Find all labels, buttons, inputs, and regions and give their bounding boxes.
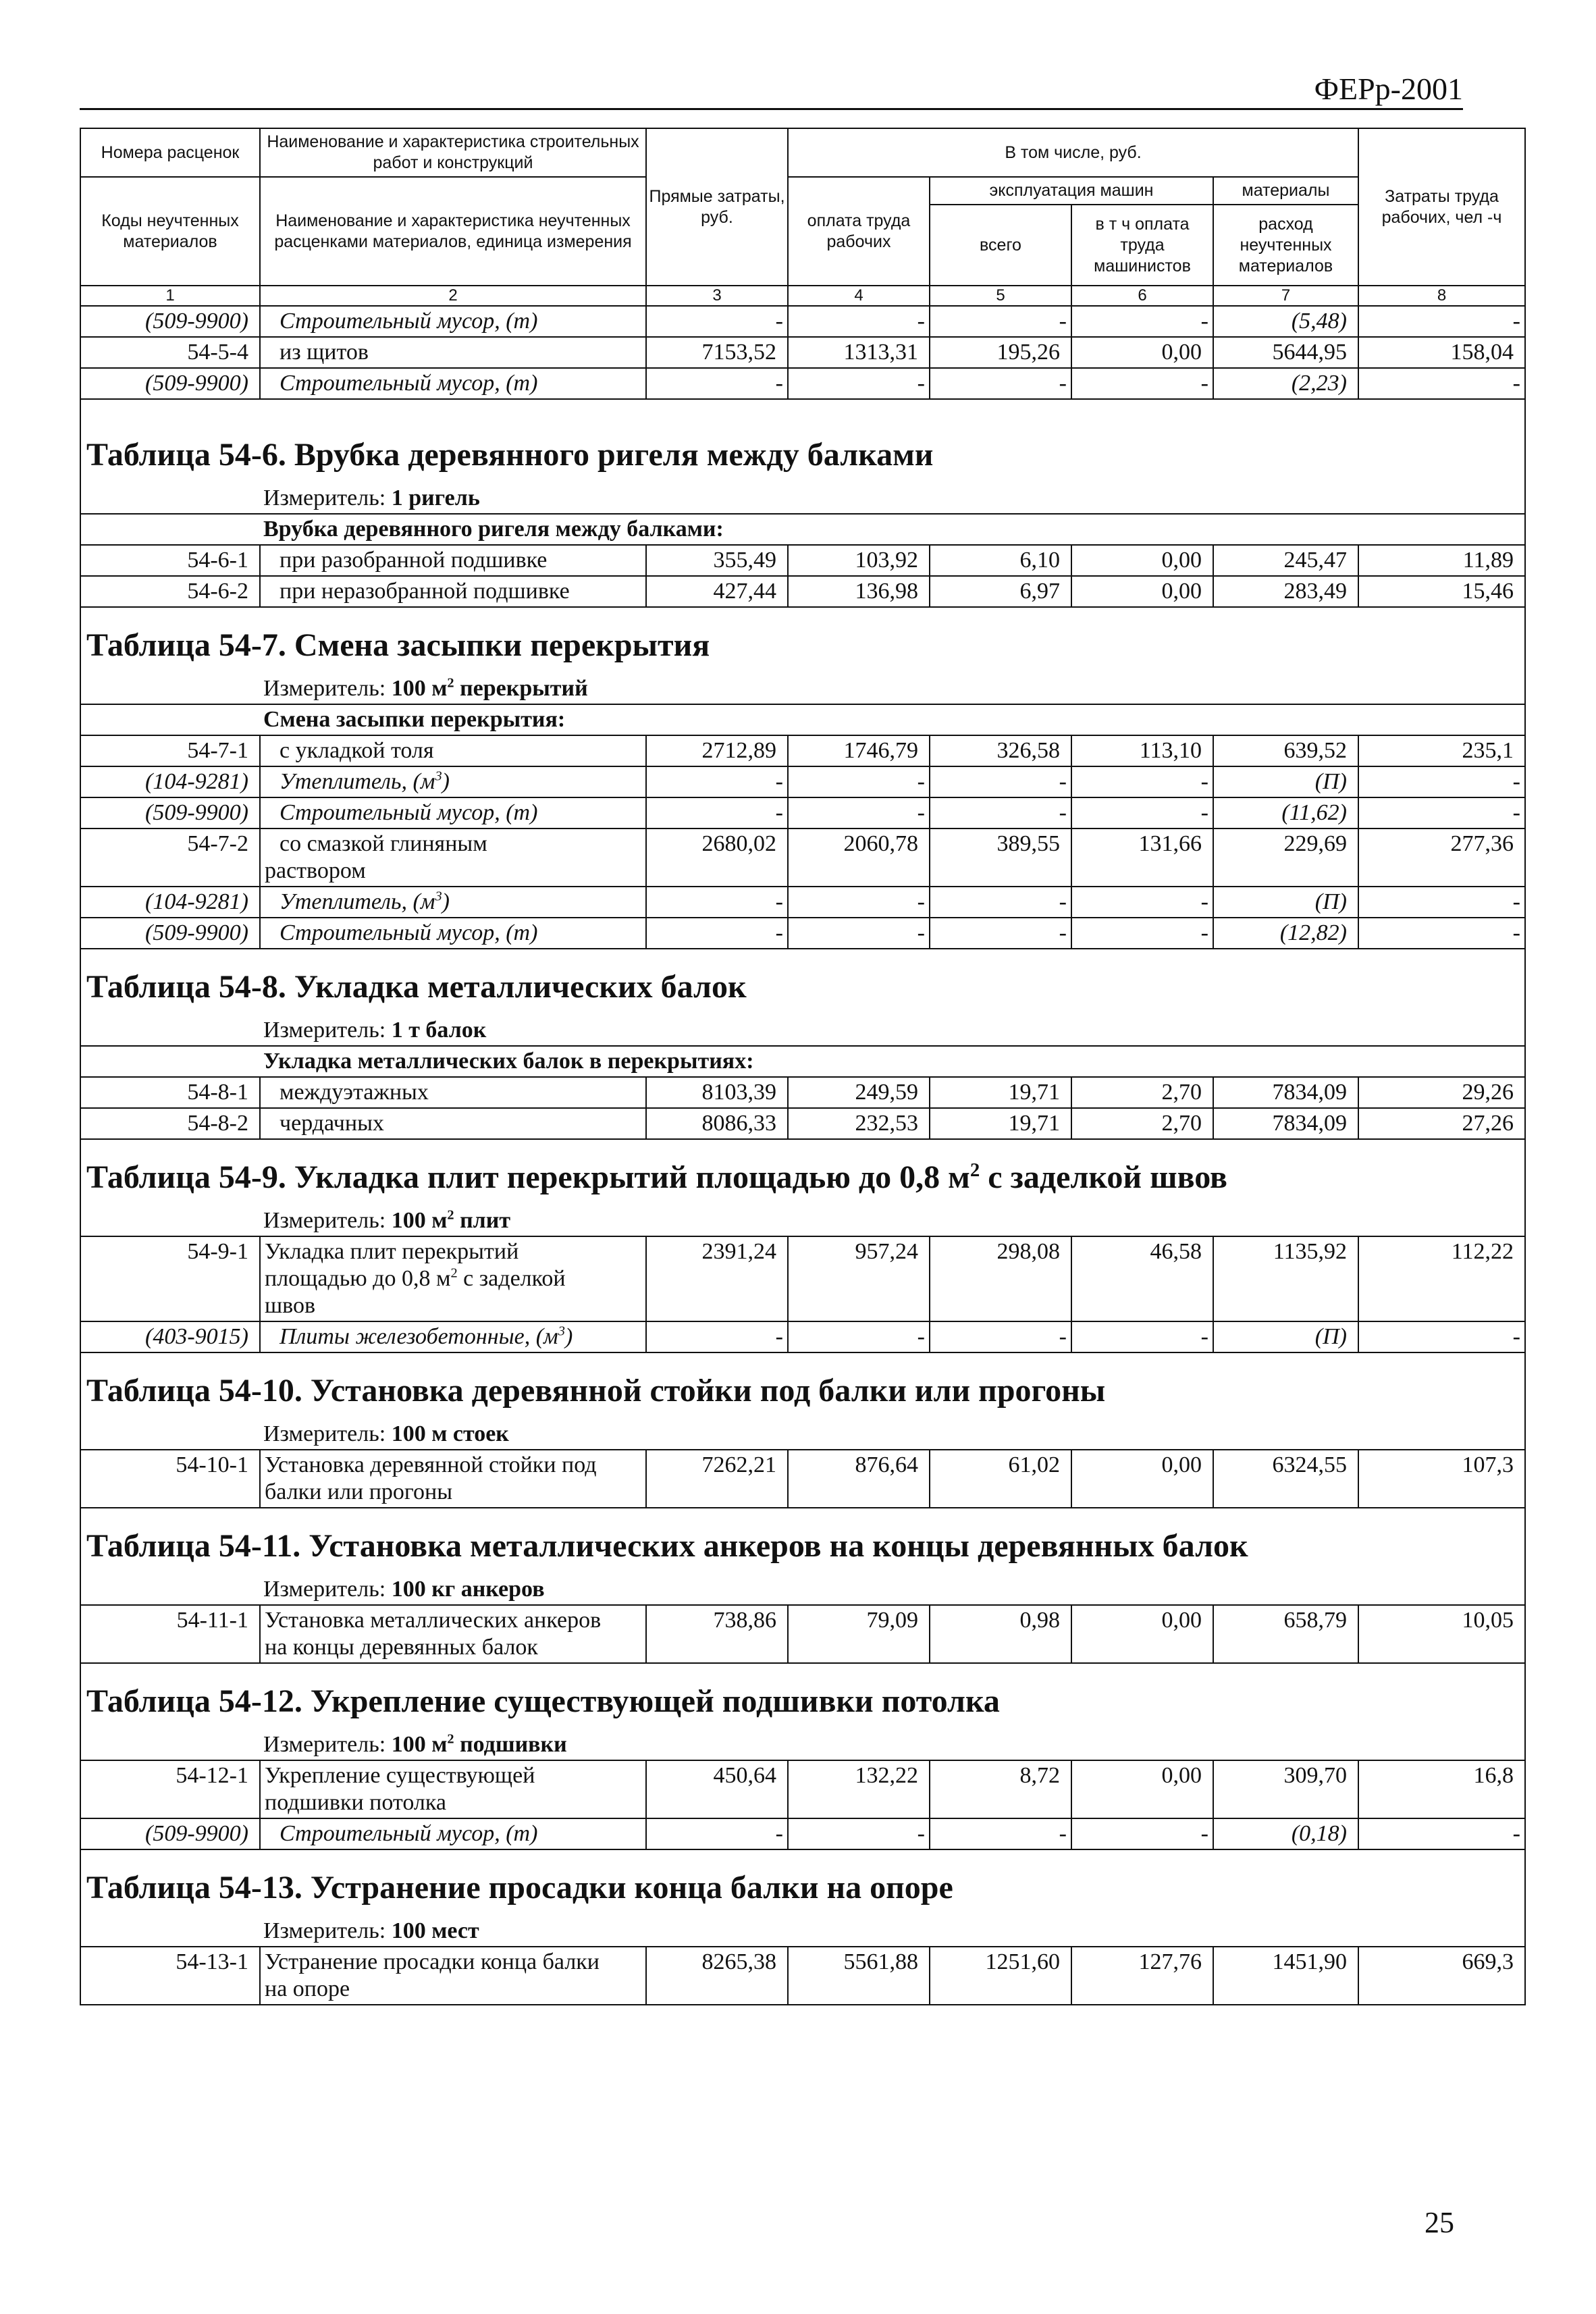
cell-pay: 957,24: [788, 1236, 930, 1321]
header-numbers-row: [80, 286, 1525, 306]
hdr-machines: эксплуатация машин: [930, 177, 1213, 205]
page-number: 25: [1425, 2206, 1454, 2239]
row-name: [260, 1236, 646, 1321]
cell-operators: 0,00: [1071, 1450, 1213, 1508]
name-line-3: швов: [265, 1293, 316, 1318]
measure-value: 100 кг анкеров: [391, 1577, 545, 1602]
cell-direct: -: [646, 306, 788, 337]
col-num-1: 1: [80, 286, 260, 306]
cell-operators: 46,58: [1071, 1236, 1213, 1321]
cell-operators: 2,70: [1071, 1108, 1213, 1139]
cell-machines: -: [930, 368, 1071, 399]
cell-materials: (П): [1213, 766, 1358, 797]
cell-direct: -: [646, 918, 788, 949]
row-code: 54-5-4: [80, 337, 260, 368]
cell-direct: 2391,24: [646, 1236, 788, 1321]
cell-pay: 249,59: [788, 1077, 930, 1108]
cell-machines: -: [930, 766, 1071, 797]
cell-direct: 7153,52: [646, 337, 788, 368]
table-54-9-title: [80, 1139, 1525, 1203]
cell-machines: 195,26: [930, 337, 1071, 368]
table-54-11-title: Таблица 54-11. Установка металлических анкеров на концы деревянных балок: [80, 1508, 1525, 1572]
row-code: (509-9900): [80, 1818, 260, 1849]
cell-operators: 0,00: [1071, 1760, 1213, 1818]
header-rule: [80, 108, 1463, 110]
cell-machines: 0,98: [930, 1605, 1071, 1663]
col-num-8: 8: [1358, 286, 1525, 306]
measure-unit: 100 м: [391, 1732, 448, 1757]
measure-row: [80, 671, 1525, 704]
cell-machines: 298,08: [930, 1236, 1071, 1321]
cell-pay: 103,92: [788, 545, 930, 576]
measure-label: Измеритель:: [263, 1918, 386, 1943]
hdr-operator-pay: в т ч оплата труда машинистов: [1071, 205, 1213, 286]
measure-row: [80, 1727, 1525, 1760]
material-row: [80, 1818, 1525, 1849]
name-line-1: Укрепление существующей: [265, 1763, 535, 1788]
measure-value: 100 м стоек: [391, 1421, 509, 1446]
table-row: [80, 1450, 1525, 1508]
material-row: [80, 887, 1525, 918]
hdr-work-name: Наименование и характеристика строительных работ и конструкций: [260, 128, 646, 177]
measure-label: Измеритель:: [263, 1208, 386, 1233]
cell-direct: 450,64: [646, 1760, 788, 1818]
cell-machines: -: [930, 887, 1071, 918]
row-code: (509-9900): [80, 368, 260, 399]
row-code: (509-9900): [80, 797, 260, 829]
row-code: 54-6-1: [80, 545, 260, 576]
row-name: Строительный мусор, (т): [260, 368, 646, 399]
title-sup: 2: [969, 1159, 980, 1181]
row-name: Строительный мусор, (т): [260, 306, 646, 337]
cell-labor: 107,3: [1358, 1450, 1525, 1508]
table-row: [80, 1077, 1525, 1108]
hdr-machines-total: всего: [930, 205, 1071, 286]
cell-pay: -: [788, 1321, 930, 1352]
table-54-9-measure: [80, 1203, 1525, 1236]
row-code: (509-9900): [80, 306, 260, 337]
col-num-3: 3: [646, 286, 788, 306]
measure-row: [80, 1914, 1525, 1947]
measure-row: [80, 481, 1525, 514]
name-line-2: раствором: [265, 858, 366, 883]
table-54-7-title: Таблица 54-7. Смена засыпки перекрытия: [80, 607, 1525, 671]
table-54-8-measure: [80, 1013, 1525, 1046]
cell-materials: (П): [1213, 887, 1358, 918]
row-name: Строительный мусор, (т): [260, 918, 646, 949]
row-code: (104-9281): [80, 887, 260, 918]
row-name: [260, 766, 646, 797]
measure-label: Измеритель:: [263, 676, 386, 701]
cell-operators: 131,66: [1071, 829, 1213, 887]
measure-label: Измеритель:: [263, 1421, 386, 1446]
row-code: 54-8-2: [80, 1108, 260, 1139]
unit-sup: 3: [435, 768, 442, 784]
cell-materials: (П): [1213, 1321, 1358, 1352]
cell-operators: -: [1071, 1321, 1213, 1352]
cell-labor: 29,26: [1358, 1077, 1525, 1108]
cell-pay: 876,64: [788, 1450, 930, 1508]
section-title-row: [80, 1139, 1525, 1203]
cell-labor: -: [1358, 797, 1525, 829]
table-row: [80, 306, 1525, 337]
cell-operators: -: [1071, 368, 1213, 399]
measure-row: [80, 1417, 1525, 1450]
cell-pay: -: [788, 766, 930, 797]
cell-pay: -: [788, 306, 930, 337]
row-code: 54-9-1: [80, 1236, 260, 1321]
measure-row: [80, 1203, 1525, 1236]
measure-value: [392, 1208, 510, 1233]
cell-labor: 669,3: [1358, 1947, 1525, 2005]
table-54-7-measure: [80, 671, 1525, 704]
cell-pay: -: [788, 887, 930, 918]
row-name: [260, 1947, 646, 2005]
table-row: [80, 368, 1525, 399]
cell-materials: (0,18): [1213, 1818, 1358, 1849]
cell-labor: -: [1358, 887, 1525, 918]
cell-machines: -: [930, 918, 1071, 949]
row-code: 54-7-2: [80, 829, 260, 887]
row-code: 54-10-1: [80, 1450, 260, 1508]
cell-labor: 277,36: [1358, 829, 1525, 887]
cell-operators: 0,00: [1071, 1605, 1213, 1663]
section-title-row: [80, 949, 1525, 1013]
cell-pay: 136,98: [788, 576, 930, 607]
table-54-10-measure: [80, 1417, 1525, 1450]
cell-pay: 1313,31: [788, 337, 930, 368]
name-line-2: на опоре: [265, 1976, 350, 2001]
measure-value: 100 мест: [391, 1918, 479, 1943]
group-row: [80, 514, 1525, 545]
header-row-1: [80, 128, 1525, 177]
cell-pay: -: [788, 797, 930, 829]
row-code: (104-9281): [80, 766, 260, 797]
measure-value: 1 т балок: [391, 1018, 487, 1043]
cell-operators: 127,76: [1071, 1947, 1213, 2005]
cell-materials: 1451,90: [1213, 1947, 1358, 2005]
cell-machines: 19,71: [930, 1108, 1071, 1139]
cell-pay: 132,22: [788, 1760, 930, 1818]
unit-sup: 3: [558, 1323, 565, 1339]
measure-tail: перекрытий: [454, 676, 588, 701]
cell-machines: 6,97: [930, 576, 1071, 607]
cell-labor: 27,26: [1358, 1108, 1525, 1139]
col-num-2: 2: [260, 286, 646, 306]
hdr-direct-costs: Прямые затраты, руб.: [646, 128, 788, 286]
cell-materials: 6324,55: [1213, 1450, 1358, 1508]
cell-pay: 79,09: [788, 1605, 930, 1663]
cell-labor: 10,05: [1358, 1605, 1525, 1663]
name-line-2: подшивки потолка: [265, 1790, 446, 1815]
table-row: [80, 829, 1525, 887]
row-name: из щитов: [260, 337, 646, 368]
cell-direct: 427,44: [646, 576, 788, 607]
cell-machines: -: [930, 1321, 1071, 1352]
row-name: с укладкой толя: [260, 735, 646, 766]
material-row: [80, 1321, 1525, 1352]
row-code: 54-11-1: [80, 1605, 260, 1663]
cell-materials: 7834,09: [1213, 1077, 1358, 1108]
cell-machines: -: [930, 1818, 1071, 1849]
cell-operators: 0,00: [1071, 337, 1213, 368]
table-54-11-measure: [80, 1572, 1525, 1605]
row-name: при разобранной подшивке: [260, 545, 646, 576]
unit-tail: ): [564, 1324, 573, 1349]
table-row: [80, 735, 1525, 766]
hdr-including: В том числе, руб.: [788, 128, 1358, 177]
cell-pay: -: [788, 368, 930, 399]
measure-value: [392, 1732, 567, 1757]
table-row: [80, 1947, 1525, 2005]
cell-labor: -: [1358, 1818, 1525, 1849]
row-code: 54-12-1: [80, 1760, 260, 1818]
table-54-10-title: Таблица 54-10. Установка деревянной стойки под балки или прогоны: [80, 1352, 1525, 1417]
cell-materials: 639,52: [1213, 735, 1358, 766]
measure-label: Измеритель:: [263, 485, 386, 510]
name-line-2-tail: с заделкой: [457, 1266, 566, 1291]
row-code: 54-8-1: [80, 1077, 260, 1108]
table-54-6-title: Таблица 54-6. Врубка деревянного ригеля между балками: [80, 399, 1525, 481]
table-row: [80, 1760, 1525, 1818]
cell-direct: 8265,38: [646, 1947, 788, 2005]
cell-labor: -: [1358, 306, 1525, 337]
col-num-5: 5: [930, 286, 1071, 306]
cell-direct: 355,49: [646, 545, 788, 576]
cell-operators: -: [1071, 306, 1213, 337]
table-54-12-measure: [80, 1727, 1525, 1760]
measure-row: [80, 1013, 1525, 1046]
cell-materials: 245,47: [1213, 545, 1358, 576]
hdr-labor-costs: Затраты труда рабочих, чел -ч: [1358, 128, 1525, 286]
measure-label: Измеритель:: [263, 1018, 386, 1043]
cell-labor: -: [1358, 918, 1525, 949]
cell-pay: 1746,79: [788, 735, 930, 766]
table-row: [80, 545, 1525, 576]
hdr-materials: материалы: [1213, 177, 1358, 205]
cell-labor: 11,89: [1358, 545, 1525, 576]
section-title-row: [80, 607, 1525, 671]
group-row: [80, 1046, 1525, 1077]
name-line-1: Установка деревянной стойки под: [265, 1452, 597, 1477]
row-code: (403-9015): [80, 1321, 260, 1352]
cell-machines: 19,71: [930, 1077, 1071, 1108]
cell-operators: -: [1071, 797, 1213, 829]
cell-operators: -: [1071, 1818, 1213, 1849]
cell-direct: -: [646, 887, 788, 918]
cell-materials: 309,70: [1213, 1760, 1358, 1818]
measure-unit: 100 м: [391, 676, 448, 701]
cell-operators: 0,00: [1071, 545, 1213, 576]
cell-labor: 112,22: [1358, 1236, 1525, 1321]
table-54-8-title: Таблица 54-8. Укладка металлических балок: [80, 949, 1525, 1013]
cell-labor: 16,8: [1358, 1760, 1525, 1818]
cell-materials: 283,49: [1213, 576, 1358, 607]
cell-direct: -: [646, 368, 788, 399]
cell-materials: 229,69: [1213, 829, 1358, 887]
table-row: [80, 1108, 1525, 1139]
hdr-material-name: Наименование и характеристика неучтенных расценками материалов, единица измерения: [260, 177, 646, 286]
cell-direct: 2680,02: [646, 829, 788, 887]
section-title-row: [80, 1663, 1525, 1727]
cell-materials: 1135,92: [1213, 1236, 1358, 1321]
cell-operators: 113,10: [1071, 735, 1213, 766]
measure-row: [80, 1572, 1525, 1605]
table-row: [80, 1605, 1525, 1663]
cell-direct: 738,86: [646, 1605, 788, 1663]
table-54-13-measure: [80, 1914, 1525, 1947]
hdr-rate-numbers: Номера расценок: [80, 128, 260, 177]
row-name: [260, 1450, 646, 1508]
table-54-6-group: Врубка деревянного ригеля между балками:: [80, 514, 1525, 545]
rates-table: [80, 128, 1526, 2005]
hdr-material-codes: Коды неучтенных материалов: [80, 177, 260, 286]
cell-materials: (5,48): [1213, 306, 1358, 337]
table-row: [80, 337, 1525, 368]
row-name: [260, 887, 646, 918]
measure-label: Измеритель:: [263, 1577, 386, 1602]
cell-machines: 61,02: [930, 1450, 1071, 1508]
cell-direct: 8103,39: [646, 1077, 788, 1108]
row-code: 54-13-1: [80, 1947, 260, 2005]
measure-value: 1 ригель: [391, 485, 480, 510]
cell-pay: 2060,78: [788, 829, 930, 887]
measure-unit: 100 м: [391, 1208, 448, 1233]
table-54-6-measure: [80, 481, 1525, 514]
col-num-6: 6: [1071, 286, 1213, 306]
title-tail: с заделкой швов: [980, 1159, 1227, 1195]
title-text: Таблица 54-9. Укладка плит перекрытий площадью до 0,8 м: [86, 1159, 970, 1195]
cell-labor: -: [1358, 368, 1525, 399]
cell-direct: -: [646, 1321, 788, 1352]
hdr-worker-pay: оплата труда рабочих: [788, 177, 930, 286]
section-title-row: [80, 399, 1525, 481]
cell-materials: 7834,09: [1213, 1108, 1358, 1139]
row-code: 54-7-1: [80, 735, 260, 766]
cell-labor: -: [1358, 766, 1525, 797]
cell-machines: 326,58: [930, 735, 1071, 766]
cell-materials: (12,82): [1213, 918, 1358, 949]
measure-tail: плит: [454, 1208, 511, 1233]
row-name: чердачных: [260, 1108, 646, 1139]
unit-tail: ): [442, 889, 450, 914]
hdr-material-consumption: расход неучтенных материалов: [1213, 205, 1358, 286]
row-name: [260, 1321, 646, 1352]
measure-sup: 2: [447, 1207, 454, 1223]
section-title-row: [80, 1508, 1525, 1572]
row-code: 54-6-2: [80, 576, 260, 607]
cell-pay: -: [788, 1818, 930, 1849]
name-line-1: со смазкой глиняным: [280, 831, 487, 856]
material-row: [80, 766, 1525, 797]
cell-machines: 8,72: [930, 1760, 1071, 1818]
measure-value: [392, 676, 588, 701]
cell-pay: 232,53: [788, 1108, 930, 1139]
table-54-8-group: Укладка металлических балок в перекрытиях:: [80, 1046, 1525, 1077]
section-title-row: [80, 1849, 1525, 1914]
cell-operators: -: [1071, 918, 1213, 949]
cell-pay: 5561,88: [788, 1947, 930, 2005]
cell-materials: (11,62): [1213, 797, 1358, 829]
cell-direct: -: [646, 766, 788, 797]
table-row: [80, 1236, 1525, 1321]
header-row-2: [80, 177, 1525, 205]
section-title-row: [80, 1352, 1525, 1417]
row-name: при неразобранной подшивке: [260, 576, 646, 607]
unit-tail: ): [442, 769, 450, 794]
material-name: Плиты железобетонные, (м: [280, 1324, 558, 1349]
material-name: Утеплитель, (м: [280, 769, 435, 794]
cell-pay: -: [788, 918, 930, 949]
measure-tail: подшивки: [454, 1732, 567, 1757]
cell-direct: 7262,21: [646, 1450, 788, 1508]
name-line-1: Установка металлических анкеров: [265, 1608, 602, 1633]
cell-operators: -: [1071, 887, 1213, 918]
cell-labor: 235,1: [1358, 735, 1525, 766]
material-name: Утеплитель, (м: [280, 889, 435, 914]
cell-labor: 15,46: [1358, 576, 1525, 607]
cell-machines: 389,55: [930, 829, 1071, 887]
measure-sup: 2: [447, 675, 454, 691]
measure-label: Измеритель:: [263, 1732, 386, 1757]
col-num-7: 7: [1213, 286, 1358, 306]
name-line-1: Устранение просадки конца балки: [265, 1949, 600, 1974]
row-name: Строительный мусор, (т): [260, 1818, 646, 1849]
cell-direct: 8086,33: [646, 1108, 788, 1139]
cell-labor: 158,04: [1358, 337, 1525, 368]
cell-labor: -: [1358, 1321, 1525, 1352]
cell-machines: 6,10: [930, 545, 1071, 576]
cell-direct: -: [646, 1818, 788, 1849]
col-num-4: 4: [788, 286, 930, 306]
cell-machines: -: [930, 797, 1071, 829]
row-name: [260, 1760, 646, 1818]
row-name: междуэтажных: [260, 1077, 646, 1108]
table-54-12-title: Таблица 54-12. Укрепление существующей подшивки потолка: [80, 1663, 1525, 1727]
cell-direct: 2712,89: [646, 735, 788, 766]
row-name: Строительный мусор, (т): [260, 797, 646, 829]
name-line-1: Укладка плит перекрытий: [265, 1239, 519, 1264]
row-name: [260, 829, 646, 887]
group-row: [80, 704, 1525, 735]
cell-machines: 1251,60: [930, 1947, 1071, 2005]
cell-operators: 2,70: [1071, 1077, 1213, 1108]
name-line-2: на концы деревянных балок: [265, 1635, 538, 1660]
table-54-7-group: Смена засыпки перекрытия:: [80, 704, 1525, 735]
cell-operators: 0,00: [1071, 576, 1213, 607]
material-row: [80, 918, 1525, 949]
unit-sup: 2: [450, 1265, 458, 1281]
cell-materials: 5644,95: [1213, 337, 1358, 368]
row-code: (509-9900): [80, 918, 260, 949]
cell-materials: (2,23): [1213, 368, 1358, 399]
table-row: [80, 576, 1525, 607]
name-line-2: площадью до 0,8 м: [265, 1266, 451, 1291]
cell-operators: -: [1071, 766, 1213, 797]
cell-direct: -: [646, 797, 788, 829]
document-code: ФЕРр-2001: [1314, 72, 1463, 106]
name-line-2: балки или прогоны: [265, 1479, 453, 1504]
cell-machines: -: [930, 306, 1071, 337]
table-54-13-title: Таблица 54-13. Устранение просадки конца балки на опоре: [80, 1849, 1525, 1914]
cell-materials: 658,79: [1213, 1605, 1358, 1663]
material-row: [80, 797, 1525, 829]
row-name: [260, 1605, 646, 1663]
unit-sup: 3: [435, 889, 442, 904]
measure-sup: 2: [447, 1731, 454, 1747]
